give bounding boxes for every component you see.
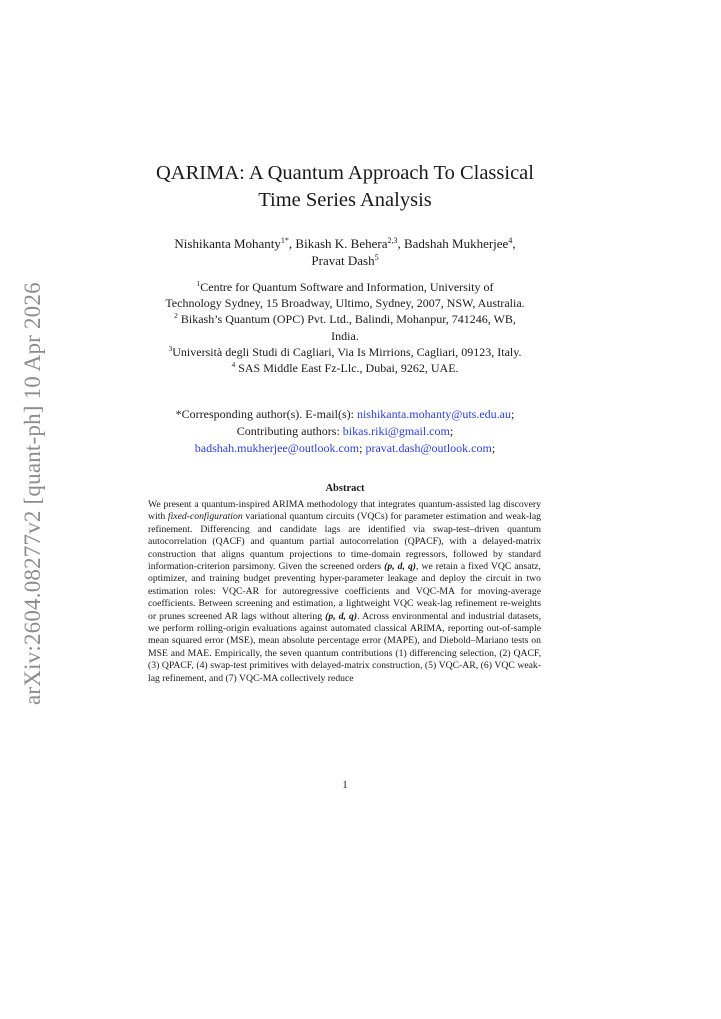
affiliation-sup: 4 <box>231 360 236 370</box>
affiliation-sup: 2 <box>174 311 178 321</box>
corresponding-label: *Corresponding author(s). E-mail(s): <box>175 407 357 421</box>
affiliation-4 <box>120 360 570 376</box>
author-affil-sup: 2,3 <box>387 236 398 245</box>
email-link[interactable]: pravat.dash@outlook.com <box>365 441 492 455</box>
email-separator: ; <box>359 441 363 455</box>
affiliation-sup: 3 <box>168 343 173 353</box>
author-affil-sup: 1* <box>280 236 289 245</box>
abstract-heading: Abstract <box>325 483 365 494</box>
affiliation-text: Centre for Quantum Software and Information, University of <box>200 280 494 294</box>
abstract-math-pdq: (p, d, q) <box>384 561 417 573</box>
author-sep: , <box>512 236 516 251</box>
affiliation-2 <box>120 311 570 327</box>
abstract-text: , we retain a fixed VQC ansatz, optimizer, and training budget preventing hyper-parameter leakage and deploy the circuit in two estimation roles: VQC-AR for autoregressive coefficients and VQC-MA for moving-average coefficients. Between screening and estimation, a lightweight VQC weak-lag refinement re-weights or prunes screened AR lags without altering <box>148 561 541 622</box>
corresponding-email-link[interactable]: nishikanta.mohanty@uts.edu.au <box>356 407 511 421</box>
author-name: Badshah Mukherjee <box>403 236 509 251</box>
email-separator: ; <box>510 407 515 421</box>
affiliation-2-cont: India. <box>331 328 359 343</box>
author-name: Bikash K. Behera <box>295 236 388 251</box>
author-affil-sup: 5 <box>374 253 379 262</box>
email-link[interactable]: badshah.mukherjee@outlook.com <box>194 441 360 455</box>
author-sep: , <box>288 236 296 251</box>
email-separator: ; <box>449 424 454 438</box>
affiliation-text: Università degli Studi di Cagliari, Via Is Mirrions, Cagliari, 09123, Italy. <box>172 344 522 359</box>
author-name: Nishikanta Mohanty <box>174 236 281 251</box>
abstract-text: . Across environmental and industrial datasets, we perform rolling-origin evaluations against automated classical ARIMA, reporting out-of-sample mean squared error (MSE), mean absolute percentage error (MAPE), and Diebold–Mariano tests on MSE and MAE. Empirically, the seven quantum contributions (1) differencing selection, (2) QACF, (3) QPACF, (4) swap-test primitives with delayed-matrix construction, (5) VQC-AR, (6) VQC weak-lag refinement, and (7) VQC-MA collectively reduce <box>148 610 542 684</box>
email-link[interactable]: bikas.riki@gmail.com <box>342 424 450 438</box>
abstract-text: We present a quantum-inspired ARIMA methodology that integrates quantum-assisted lag discovery with <box>148 499 541 523</box>
affiliation-text: SAS Middle East Fz-Llc., Dubai, 9262, UAE. <box>238 361 459 376</box>
contributing-label: Contributing authors: <box>236 424 343 438</box>
abstract-text: variational quantum circuits (VQCs) for parameter estimation and weak-lag refinement. Differencing and candidate lags are identified via swap-test–driven quantum autocorrelation (QACF) and quantum partial autocorrelation (QPACF), with a delayed-matrix construction that aligns quantum projections to time-domain regressors, followed by standard information-criterion parsimony. Given the screened orders <box>148 511 541 573</box>
arxiv-side-stamp: arXiv:2604.08277v2 [quant-ph] 10 Apr 2026 <box>20 282 45 705</box>
author-list <box>110 235 580 269</box>
contact-block <box>110 406 580 457</box>
abstract-emphasis: fixed-configuration <box>167 511 243 523</box>
author-sep: , <box>397 236 404 251</box>
paper-title <box>100 160 590 214</box>
affiliation-1 <box>120 279 570 295</box>
author-name: Pravat Dash <box>311 253 375 268</box>
abstract-body <box>148 499 541 685</box>
affiliation-text: Bikash’s Quantum (OPC) Pvt. Ltd., Balindi, Mohanpur, 741246, WB, <box>180 312 516 327</box>
affiliation-list <box>120 279 570 376</box>
abstract-math-pdq: (p, d, q) <box>325 610 358 622</box>
affiliation-3 <box>120 344 570 360</box>
affiliation-1-cont: Technology Sydney, 15 Broadway, Ultimo, Sydney, 2007, NSW, Australia. <box>165 296 525 311</box>
page-number: 1 <box>342 779 348 791</box>
author-affil-sup: 4 <box>508 236 513 245</box>
title-line-2: Time Series Analysis <box>258 189 432 211</box>
title-line-1: QARIMA: A Quantum Approach To Classical <box>156 162 534 184</box>
email-separator: ; <box>491 441 496 455</box>
affiliation-sup: 1 <box>196 279 201 288</box>
